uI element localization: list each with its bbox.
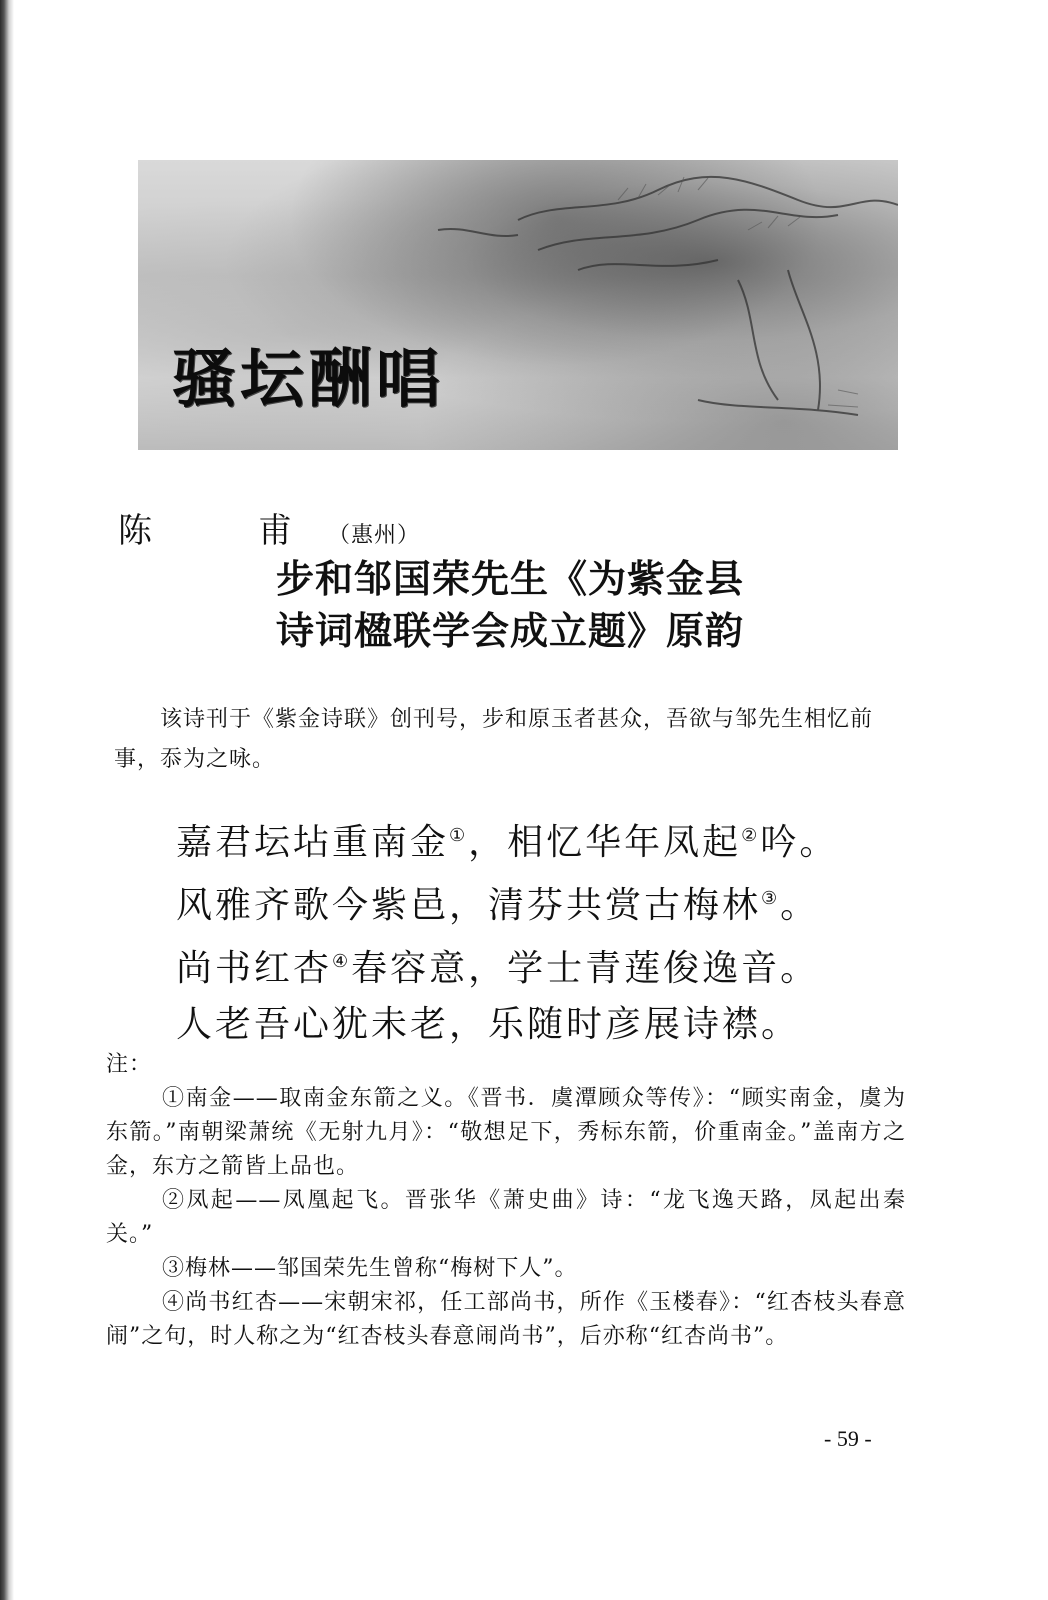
author-name: 陈 甫: [118, 511, 328, 551]
note-item: ③梅林——邹国荣先生曾称“梅树下人”。: [162, 1256, 578, 1281]
section-banner: [138, 160, 898, 450]
page-binding-edge: [0, 0, 14, 1600]
preface-paragraph: 该诗刊于《紫金诗联》创刊号，步和原玉者甚众，吾欲与邹先生相忆前事，忝为之咏。: [114, 707, 874, 772]
note-item: ②凤起——凤凰起飞。晋张华《萧史曲》诗：“龙飞逸天路，凤起出秦关。”: [106, 1188, 906, 1247]
author-line: [118, 503, 420, 552]
note-item: ①南金——取南金东箭之义。《晋书．虞潭顾众等传》：“顾实南金，虞为东箭。”南朝梁萧统《无射九月》：“敬想足下，秀标东箭，价重南金。”盖南方之金，东方之箭皆上品也。: [106, 1086, 906, 1179]
notes-heading: 注：: [106, 1052, 153, 1077]
footnote-marker: ①: [449, 825, 469, 846]
footnote-marker: ②: [741, 825, 761, 846]
poem-line: 人老吾心犹未老，乐随时彦展诗襟。: [176, 1004, 801, 1045]
page-number: - 59 -: [824, 1426, 872, 1451]
poem-body: [176, 808, 896, 1053]
section-title: 骚坛酬唱: [172, 343, 444, 417]
footnote-marker: ③: [761, 888, 781, 909]
poem-title-line-1: 步和邹国荣先生《为紫金县: [276, 557, 745, 601]
poem-title: [276, 553, 896, 657]
poem-line: 尚书红杏④春容意，学士青莲俊逸音。: [176, 948, 820, 989]
footnote-marker: ④: [332, 951, 352, 972]
author-region: （惠州）: [328, 523, 421, 548]
poem-line: 嘉君坛坫重南金①，相忆华年凤起②吟。: [176, 822, 839, 863]
poem-title-line-2: 诗词楹联学会成立题》原韵: [276, 609, 745, 653]
poem-line: 风雅齐歌今紫邑，清芬共赏古梅林③。: [176, 885, 820, 926]
footnotes: [106, 1048, 906, 1354]
note-item: ④尚书红杏——宋朝宋祁，任工部尚书，所作《玉楼春》：“红杏枝头春意闹”之句，时人称之为“红杏枝头春意闹尚书”，后亦称“红杏尚书”。: [106, 1290, 906, 1349]
